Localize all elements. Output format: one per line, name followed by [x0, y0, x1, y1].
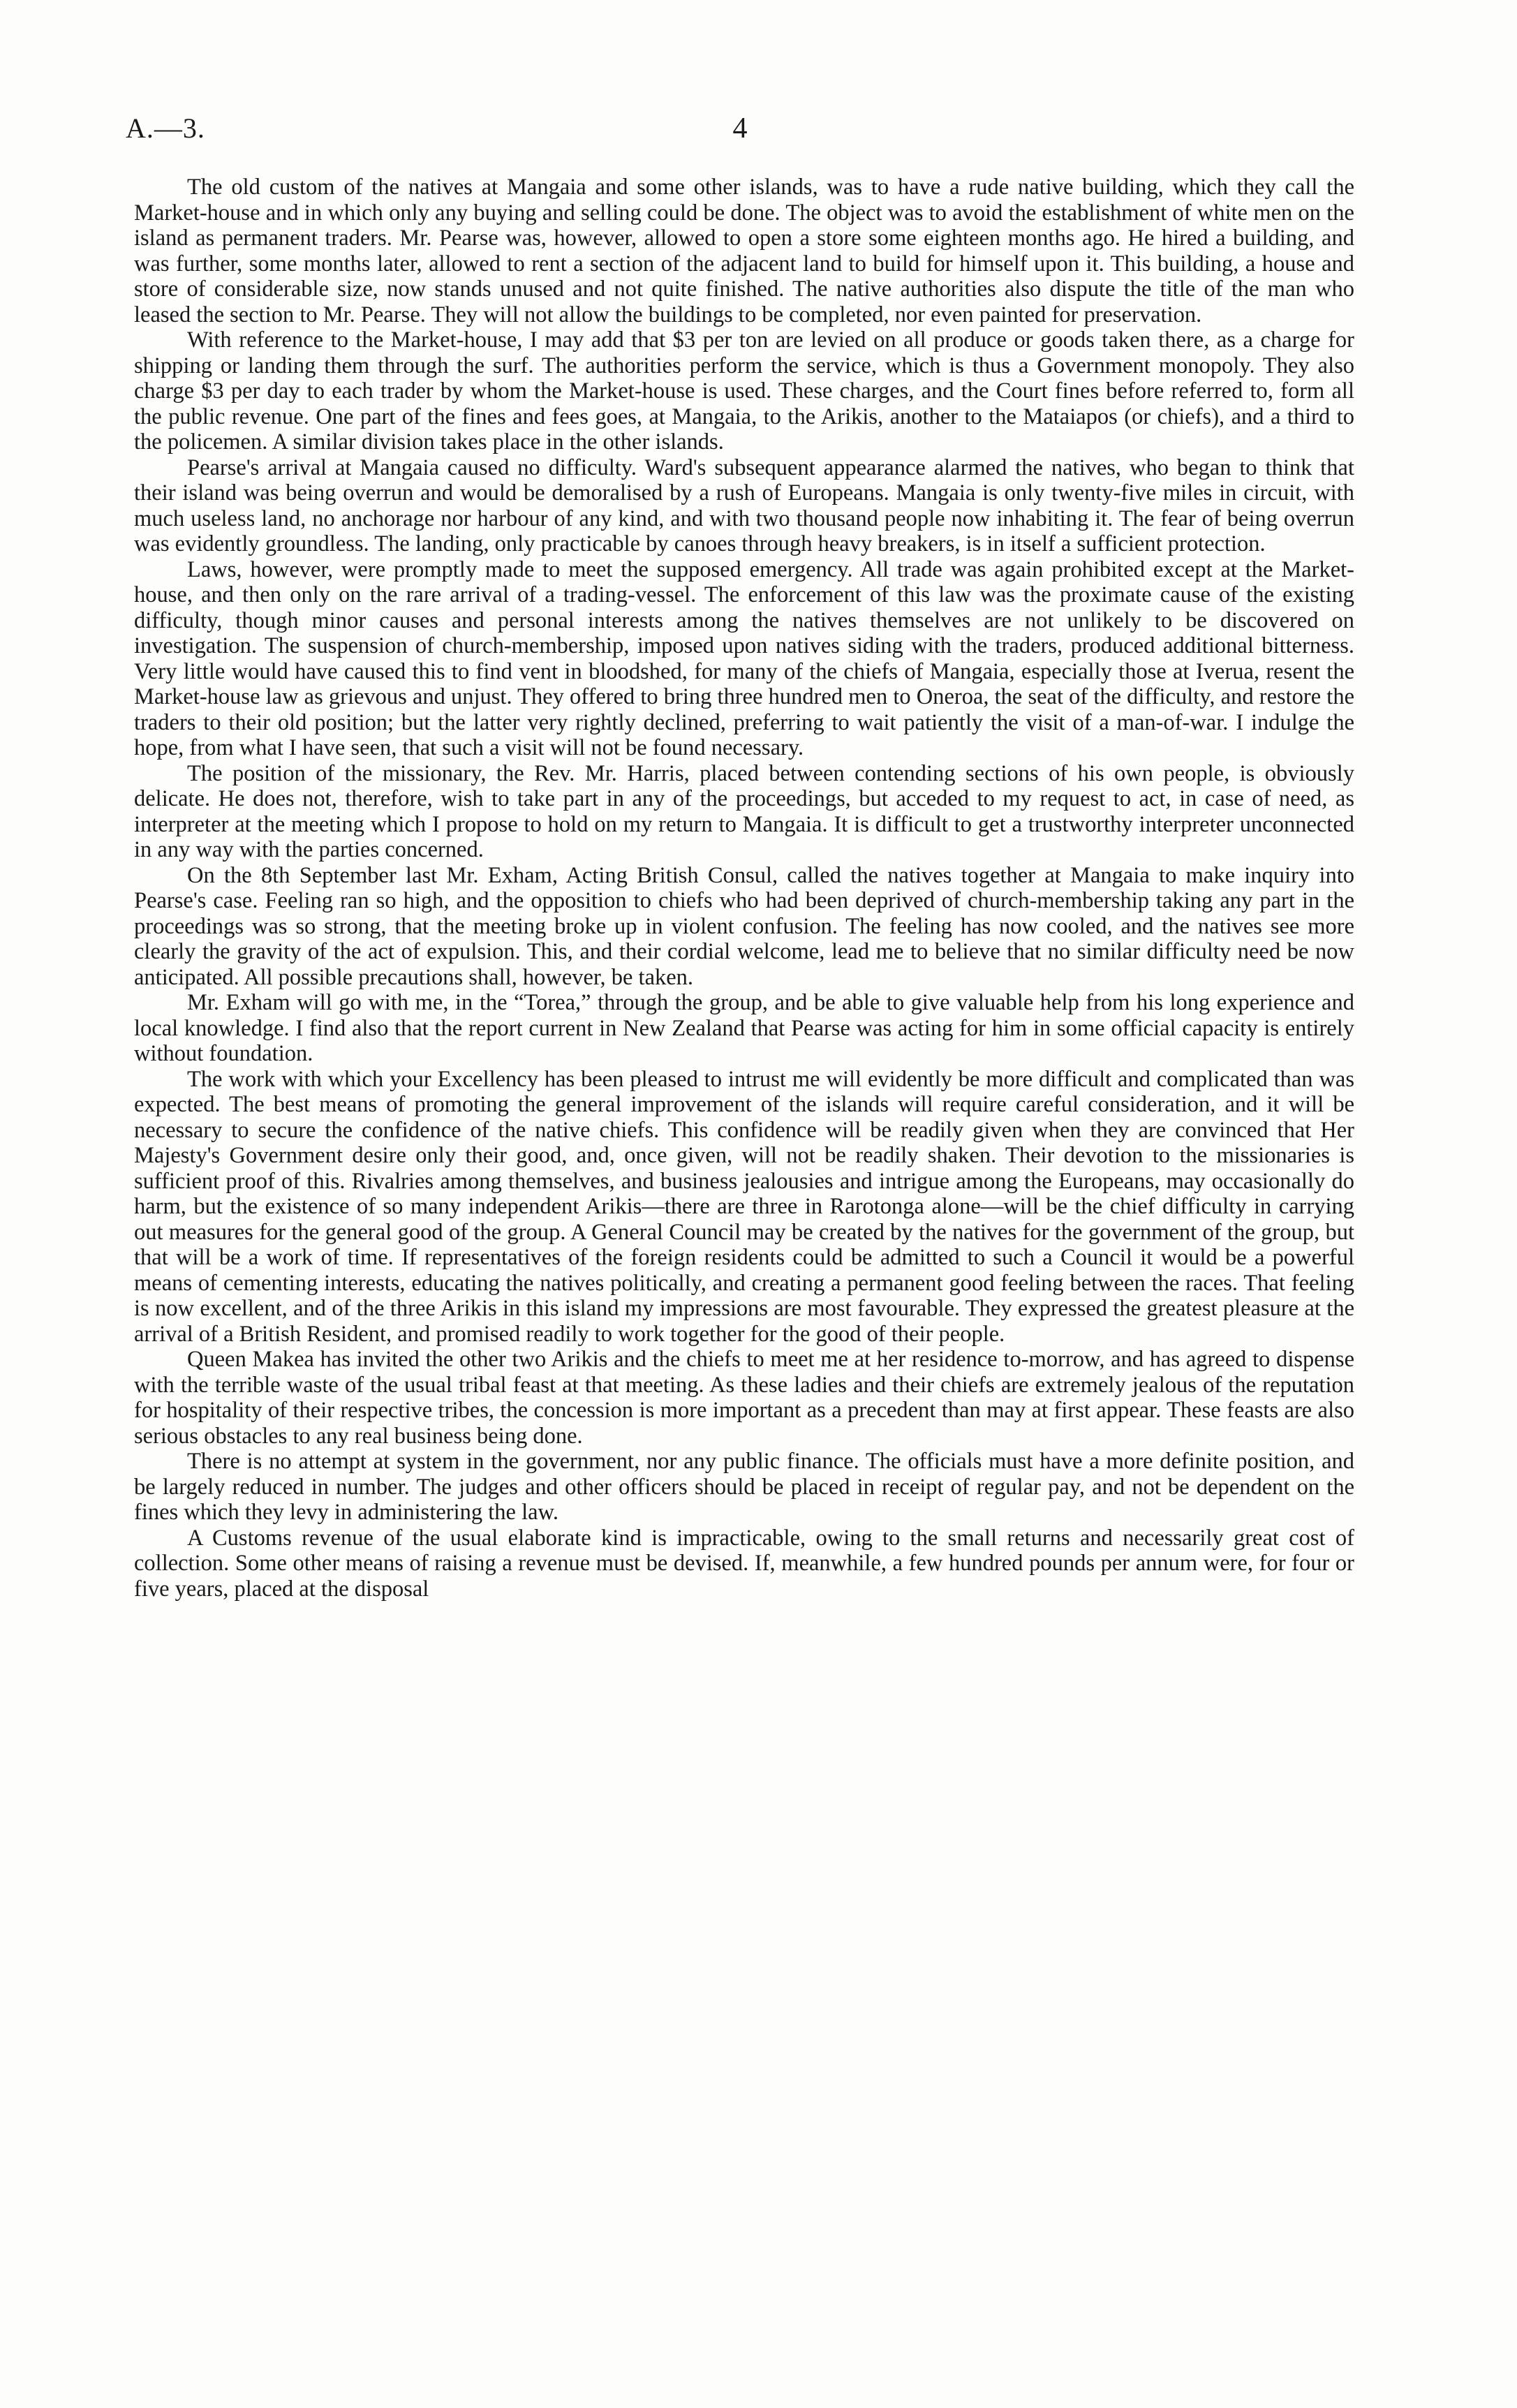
document-reference: A.—3.	[126, 112, 205, 144]
page-header	[126, 112, 1354, 154]
paragraph: The work with which your Excellency has been pleased to intrust me will evidently be more difficult and complicated than was expected. The best means of promoting the general improvement of the islands will require careful consideration, and it will be necessary to secure the confidence of the native chiefs. This confidence will be readily given when they are convinced that Her Majesty's Government desire only their good, and, once given, will not be readily shaken. Their devotion to the missionaries is sufficient proof of this. Rivalries among themselves, and business jealousies and intrigue among the Europeans, may occasionally do harm, but the existence of so many independent Arikis—there are three in Rarotonga alone—will be the chief difficulty in carrying out measures for the general good of the group. A General Council may be created by the natives for the government of the group, but that will be a work of time. If representatives of the foreign residents could be admitted to such a Council it would be a powerful means of cementing interests, educating the natives politically, and creating a permanent good feeling between the races. That feeling is now excellent, and of the three Arikis in this island my impressions are most favourable. They expressed the greatest pleasure at the arrival of a British Resident, and promised readily to work together for the good of their people.	[134, 1066, 1354, 1347]
page-number: 4	[732, 112, 748, 145]
paragraph: Laws, however, were promptly made to meet the supposed emergency. All trade was again prohibited except at the Market-house, and then only on the rare arrival of a trading-vessel. The enforcement of this law was the proximate cause of the existing difficulty, though minor causes and personal interests among the natives themselves are not unlikely to be discovered on investigation. The suspension of church-membership, imposed upon natives siding with the traders, produced additional bitterness. Very little would have caused this to find vent in bloodshed, for many of the chiefs of Mangaia, especially those at Iverua, resent the Market-house law as grievous and unjust. They offered to bring three hundred men to Oneroa, the seat of the difficulty, and restore the traders to their old position; but the latter very rightly declined, preferring to wait patiently the visit of a man-of-war. I indulge the hope, from what I have seen, that such a visit will not be found necessary.	[134, 556, 1354, 760]
paragraph: Pearse's arrival at Mangaia caused no difficulty. Ward's subsequent appearance alarmed the natives, who began to think that their island was being overrun and would be demoralised by a rush of Europeans. Mangaia is only twenty-five miles in circuit, with much useless land, no anchorage nor harbour of any kind, and with two thousand people now inhabiting it. The fear of being overrun was evidently groundless. The landing, only practicable by canoes through heavy breakers, is in itself a sufficient protection.	[134, 455, 1354, 556]
paragraph: Queen Makea has invited the other two Arikis and the chiefs to meet me at her residence to-morrow, and has agreed to dispense with the terrible waste of the usual tribal feast at that meeting. As these ladies and their chiefs are extremely jealous of the reputation for hospitality of their respective tribes, the concession is more important as a precedent than may at first appear. These feasts are also serious obstacles to any real business being done.	[134, 1347, 1354, 1449]
paragraph: A Customs revenue of the usual elaborate kind is impracticable, owing to the small returns and necessarily great cost of collection. Some other means of raising a revenue must be devised. If, meanwhile, a few hundred pounds per annum were, for four or five years, placed at the disposal	[134, 1525, 1354, 1602]
paragraph: Mr. Exham will go with me, in the “Torea,” through the group, and be able to give valuable help from his long experience and local knowledge. I find also that the report current in New Zealand that Pearse was acting for him in some official capacity is entirely without foundation.	[134, 990, 1354, 1066]
paragraph: The position of the missionary, the Rev. Mr. Harris, placed between contending sections of his own people, is obviously delicate. He does not, therefore, wish to take part in any of the proceedings, but acceded to my request to act, in case of need, as interpreter at the meeting which I propose to hold on my return to Mangaia. It is difficult to get a trustworthy interpreter unconnected in any way with the parties concerned.	[134, 760, 1354, 862]
paragraph: With reference to the Market-house, I may add that $3 per ton are levied on all produce or goods taken there, as a charge for shipping or landing them through the surf. The authorities perform the service, which is thus a Government monopoly. They also charge $3 per day to each trader by whom the Market-house is used. These charges, and the Court fines before referred to, form all the public revenue. One part of the fines and fees goes, at Mangaia, to the Arikis, another to the Mataiapos (or chiefs), and a third to the policemen. A similar division takes place in the other islands.	[134, 327, 1354, 455]
paragraph: On the 8th September last Mr. Exham, Acting British Consul, called the natives together at Mangaia to make inquiry into Pearse's case. Feeling ran so high, and the opposition to chiefs who had been deprived of church-membership taking any part in the proceedings was so strong, that the meeting broke up in violent confusion. The feeling has now cooled, and the natives see more clearly the gravity of the act of expulsion. This, and their cordial welcome, lead me to believe that no similar difficulty need be now anticipated. All possible precautions shall, however, be taken.	[134, 862, 1354, 990]
paragraph: The old custom of the natives at Mangaia and some other islands, was to have a rude native building, which they call the Market-house and in which only any buying and selling could be done. The object was to avoid the establishment of white men on the island as permanent traders. Mr. Pearse was, however, allowed to open a store some eighteen months ago. He hired a building, and was further, some months later, allowed to rent a section of the adjacent land to build for himself upon it. This building, a house and store of considerable size, now stands unused and not quite finished. The native authorities also dispute the title of the man who leased the section to Mr. Pearse. They will not allow the buildings to be completed, nor even painted for preservation.	[134, 175, 1354, 327]
document-body	[134, 175, 1354, 2388]
paragraph: There is no attempt at system in the government, nor any public finance. The officials must have a more definite position, and be largely reduced in number. The judges and other officers should be placed in receipt of regular pay, and not be dependent on the fines which they levy in administering the law.	[134, 1449, 1354, 1525]
